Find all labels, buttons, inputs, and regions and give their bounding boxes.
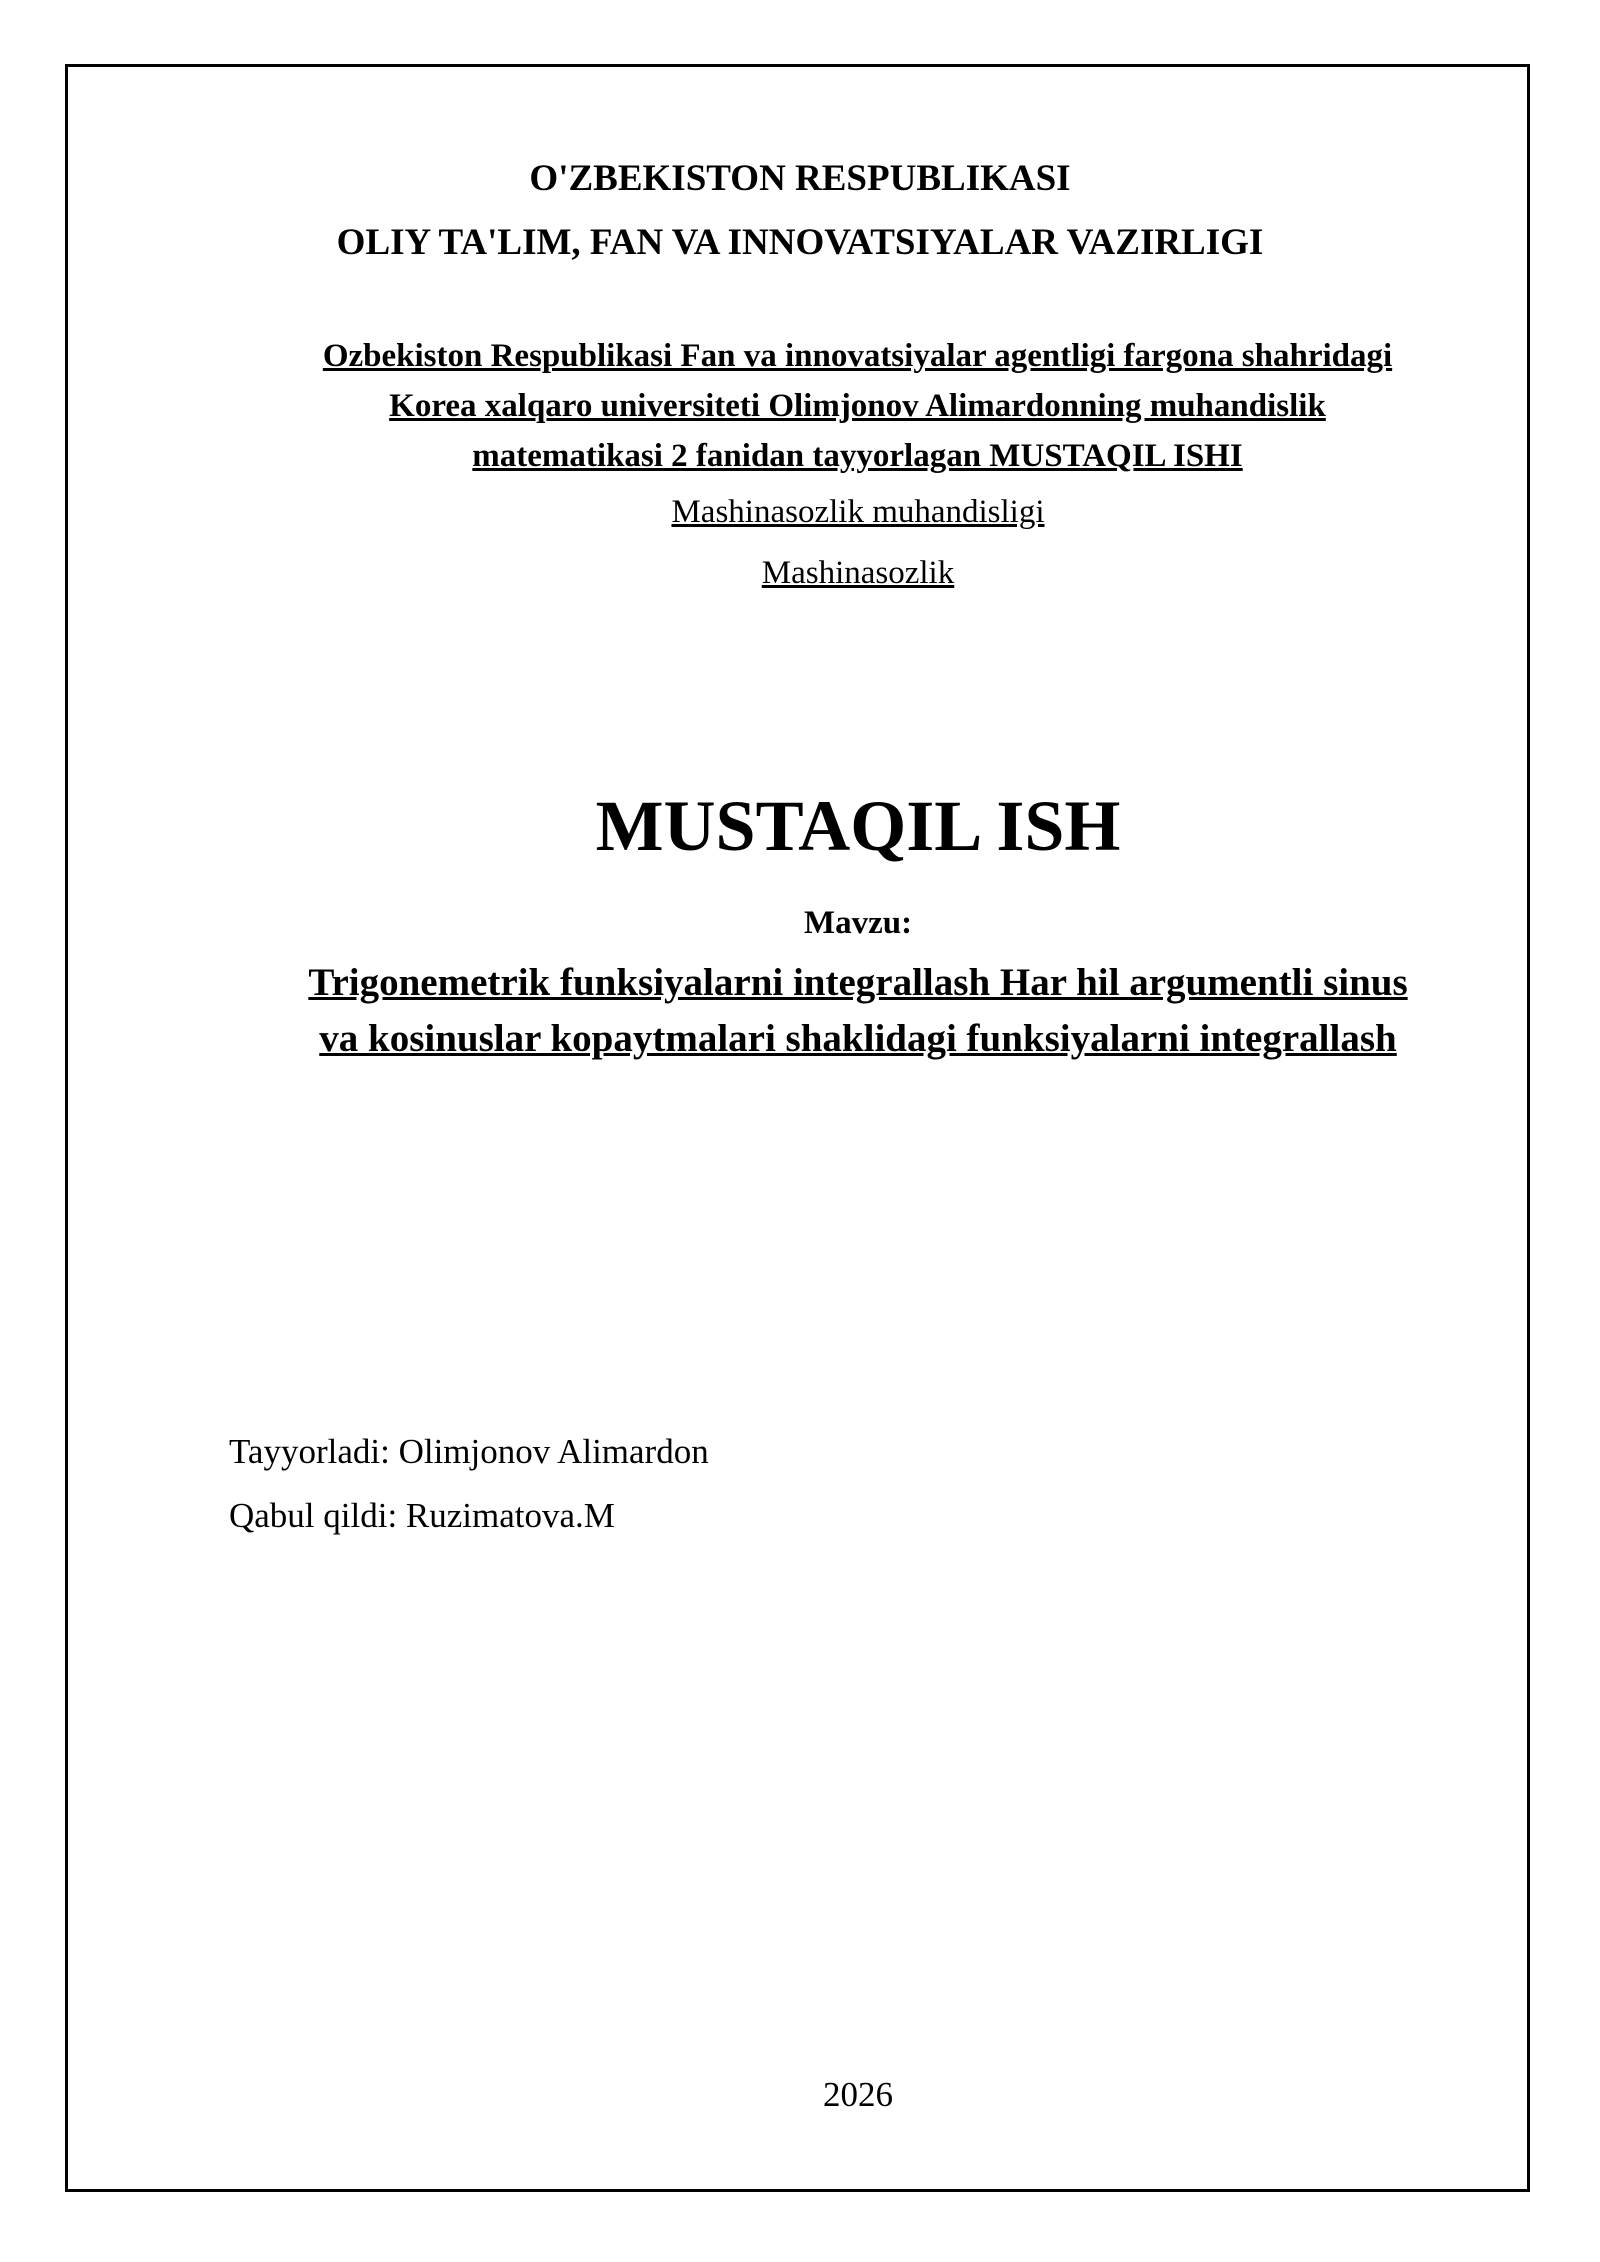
topic-line-1: Trigonemetrik funksiyalarni integrallash Har hil argumentli sinus	[308, 961, 1408, 1004]
specialty-name: Mashinasozlik	[761, 555, 955, 591]
institution-block	[230, 331, 1485, 481]
institution-line-2: Korea xalqaro universiteti Olimjonov Alimardonning muhandislik	[389, 388, 1326, 424]
topic-label: Mavzu:	[803, 905, 913, 941]
faculty-name: Mashinasozlik muhandisligi	[671, 494, 1045, 530]
prepared-by: Tayyorladi: Olimjonov Alimardon	[229, 1432, 709, 1471]
institution-line-3: matematikasi 2 fanidan tayyorlagan MUSTAQIL ISHI	[472, 438, 1243, 474]
ministry-name: OLIY TA'LIM, FAN VA INNOVATSIYALAR VAZIRLIGI	[336, 222, 1264, 263]
institution-line-1: Ozbekiston Respublikasi Fan va innovatsiyalar agentligi fargona shahridagi	[322, 338, 1393, 374]
country-name: O'ZBEKISTON RESPUBLIKASI	[529, 158, 1071, 199]
topic-line-2: va kosinuslar kopaytmalari shaklidagi funksiyalarni integrallash	[319, 1017, 1397, 1060]
document-year: 2026	[823, 2075, 893, 2114]
topic-text	[220, 955, 1496, 1067]
document-title: MUSTAQIL ISH	[595, 786, 1121, 866]
ministry-header	[0, 147, 1600, 275]
accepted-by: Qabul qildi: Ruzimatova.M	[229, 1496, 615, 1535]
